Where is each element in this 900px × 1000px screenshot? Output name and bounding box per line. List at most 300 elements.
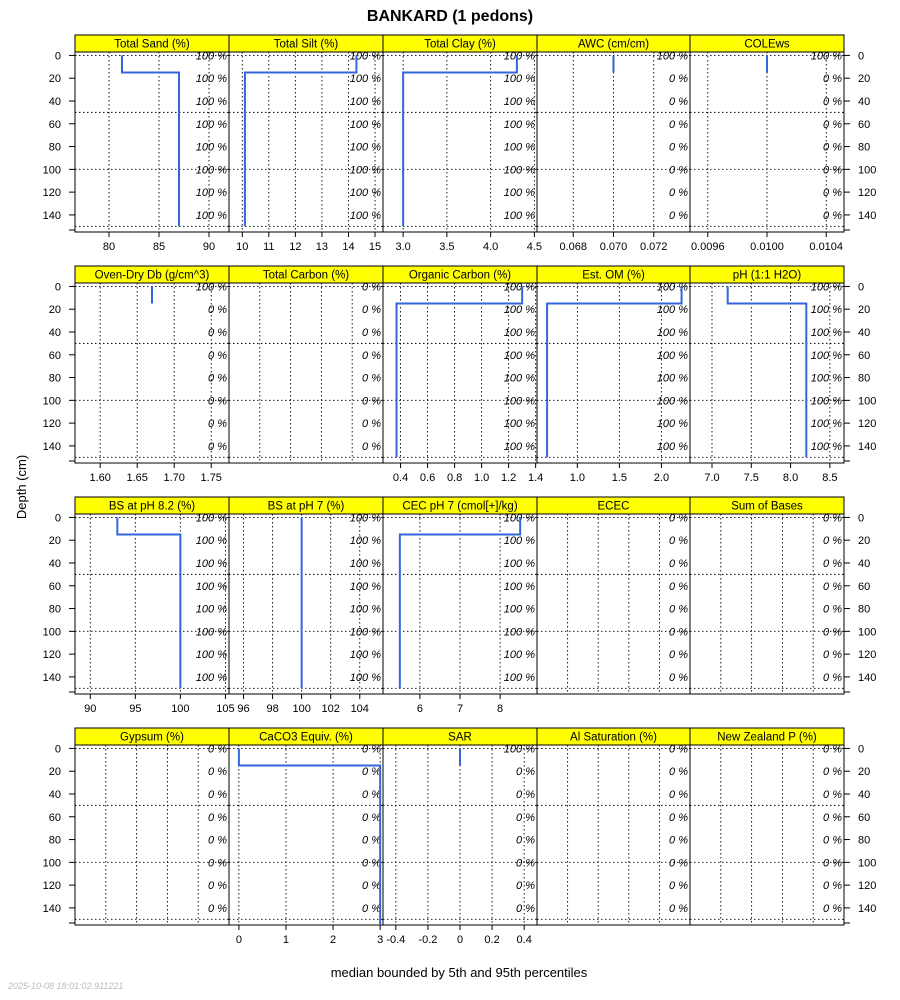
y-tick-label: 120 [858,418,877,431]
y-tick-label: 40 [858,788,871,801]
panel-strip-label: Al Saturation (%) [570,731,657,744]
x-tick-label: 0.4 [516,934,532,946]
x-tick-label: 1.5 [611,472,628,484]
pct-label: 0 % [516,811,535,824]
pct-label: 0 % [669,141,688,154]
x-tick-label: 3 [377,934,384,946]
chart-title: BANKARD (1 pedons) [366,8,534,25]
panel-awc-cm-cm [537,35,690,253]
pct-label: 100 % [810,281,842,294]
pct-label: 100 % [195,557,227,570]
profile-line [239,748,380,925]
x-tick-label: -0.4 [386,934,406,946]
panel-oven-dry-db-g-cm-3 [43,266,229,484]
timestamp: 2025-10-08 18:01:02.911221 [8,981,124,991]
pct-label: 0 % [208,834,227,847]
pct-label: 0 % [362,418,381,431]
pct-label: 100 % [656,418,688,431]
y-tick-label: 60 [858,580,871,593]
panel-frame [75,728,229,925]
x-tick-label: 105 [216,703,235,715]
y-tick-label: 20 [48,304,61,317]
y-tick-label: 100 [42,164,61,177]
x-tick-label: 11 [263,241,275,253]
pct-label: 0 % [823,671,842,684]
y-tick-label: 40 [48,95,61,108]
pct-label: 0 % [362,880,381,893]
pct-label: 100 % [810,440,842,453]
x-tick-label: 1.4 [528,472,544,484]
pct-label: 100 % [810,304,842,317]
pct-label: 100 % [349,535,381,548]
pct-label: 0 % [669,743,688,756]
panel-strip-label: Total Carbon (%) [262,269,350,282]
y-tick-label: 80 [48,603,61,616]
pct-label: 100 % [195,512,227,525]
panel-total-sand [43,35,229,253]
x-tick-label: 6 [416,703,423,715]
pct-label: 100 % [503,743,535,756]
y-tick-label: 100 [858,857,877,870]
pct-label: 0 % [823,766,842,779]
x-tick-label: 3.0 [395,241,411,253]
pct-label: 0 % [516,834,535,847]
y-tick-label: 120 [42,880,61,893]
pct-label: 100 % [503,418,535,431]
pct-label: 0 % [823,580,842,593]
pct-label: 0 % [208,811,227,824]
pct-label: 100 % [503,281,535,294]
x-tick-label: 8.0 [782,472,799,484]
y-tick-label: 80 [858,834,871,847]
panel-strip-label: COLEws [744,38,790,51]
pct-label: 100 % [195,187,227,200]
y-tick-label: 140 [42,440,61,453]
panel-est-om [537,266,690,484]
x-tick-label: 104 [350,703,369,715]
y-tick-label: 0 [858,512,865,525]
panel-strip-label: Oven-Dry Db (g/cm^3) [94,269,210,282]
pct-label: 100 % [195,95,227,108]
pct-label: 100 % [349,626,381,639]
panel-total-carbon [229,266,383,463]
pct-label: 0 % [669,164,688,177]
pct-label: 100 % [195,580,227,593]
x-tick-label: 102 [321,703,340,715]
pct-label: 0 % [362,902,381,915]
pct-label: 100 % [195,603,227,616]
x-tick-label: 1.0 [473,472,490,484]
y-tick-label: 0 [54,50,61,63]
panel-frame [229,728,383,925]
pct-label: 100 % [349,557,381,570]
pct-label: 0 % [669,118,688,131]
y-tick-label: 140 [858,440,877,453]
panel-frame [229,266,383,463]
x-tick-label: 7 [456,703,464,715]
pct-label: 100 % [503,557,535,570]
pct-label: 0 % [362,395,381,408]
panel-frame [537,266,690,463]
y-tick-label: 140 [858,671,877,684]
y-tick-label: 0 [858,50,865,63]
pct-label: 0 % [208,440,227,453]
pct-label: 0 % [669,671,688,684]
panel-bs-at-ph-7 [229,497,383,715]
panel-strip-label: New Zealand P (%) [717,731,817,744]
y-tick-label: 140 [42,209,61,222]
panel-strip-label: ECEC [597,500,630,513]
pct-label: 100 % [503,141,535,154]
pct-label: 100 % [195,141,227,154]
pct-label: 0 % [823,743,842,756]
pct-label: 100 % [810,50,842,63]
y-tick-label: 100 [42,395,61,408]
pct-label: 100 % [503,95,535,108]
pct-label: 0 % [823,902,842,915]
x-tick-label: 4.5 [526,241,543,253]
x-tick-label: 95 [129,703,142,715]
pct-label: 100 % [349,164,381,177]
y-tick-label: 140 [42,671,61,684]
y-tick-label: 60 [858,811,871,824]
x-tick-label: 0.068 [559,241,588,253]
pct-label: 0 % [823,535,842,548]
y-tick-label: 100 [858,626,877,639]
pct-label: 0 % [669,649,688,662]
panel-strip-label: SAR [448,731,472,744]
pct-label: 100 % [195,73,227,86]
profile-line [728,286,807,457]
pct-label: 100 % [349,187,381,200]
pct-label: 100 % [503,671,535,684]
x-tick-label: 0.8 [446,472,463,484]
pct-label: 100 % [503,535,535,548]
pct-label: 0 % [823,603,842,616]
pct-label: 100 % [503,512,535,525]
y-tick-label: 40 [858,326,871,339]
y-tick-label: 80 [858,141,871,154]
pct-label: 100 % [349,73,381,86]
x-tick-label: 1.65 [126,472,148,484]
pct-label: 100 % [195,671,227,684]
pct-label: 0 % [208,304,227,317]
profile-line [122,55,179,226]
y-tick-label: 60 [858,118,871,131]
panel-gypsum [43,728,229,925]
panel-frame [75,497,229,694]
pct-label: 100 % [349,95,381,108]
pct-label: 100 % [195,626,227,639]
pct-label: 100 % [349,649,381,662]
pct-label: 100 % [349,209,381,222]
pct-label: 100 % [810,372,842,385]
x-tick-label: 1.0 [569,472,586,484]
pct-label: 0 % [823,209,842,222]
pct-label: 100 % [656,281,688,294]
pct-label: 0 % [208,395,227,408]
y-tick-label: 120 [858,880,877,893]
pct-label: 0 % [208,372,227,385]
profile-line [117,517,180,688]
pct-label: 0 % [669,95,688,108]
y-tick-label: 60 [858,349,871,362]
pct-label: 0 % [669,626,688,639]
panel-sum-of-bases [690,497,876,694]
y-tick-label: 0 [54,512,61,525]
pct-label: 100 % [503,626,535,639]
x-tick-label: 2.0 [653,472,670,484]
pct-label: 0 % [823,834,842,847]
y-tick-label: 60 [48,811,61,824]
x-tick-label: 100 [292,703,311,715]
panel-frame [690,728,844,925]
pct-label: 0 % [823,95,842,108]
x-tick-label: 10 [236,241,249,253]
y-tick-label: 80 [48,834,61,847]
pct-label: 0 % [362,326,381,339]
pct-label: 0 % [362,372,381,385]
pct-label: 0 % [362,834,381,847]
pct-label: 100 % [195,209,227,222]
pct-label: 0 % [208,743,227,756]
pct-label: 0 % [823,512,842,525]
pct-label: 0 % [669,902,688,915]
x-tick-label: 100 [171,703,190,715]
y-tick-label: 0 [54,743,61,756]
pct-label: 0 % [669,766,688,779]
pct-label: 100 % [503,187,535,200]
pct-label: 0 % [208,902,227,915]
y-tick-label: 100 [858,395,877,408]
y-tick-label: 20 [858,73,871,86]
pct-label: 0 % [823,118,842,131]
pct-label: 0 % [208,880,227,893]
pct-label: 100 % [195,281,227,294]
pct-label: 0 % [669,557,688,570]
panel-total-clay [383,35,542,253]
y-tick-label: 120 [858,187,877,200]
pct-label: 0 % [516,880,535,893]
pct-label: 0 % [823,164,842,177]
pct-label: 100 % [810,326,842,339]
panel-frame [383,266,537,463]
pct-label: 100 % [656,50,688,63]
pct-label: 100 % [195,649,227,662]
x-tick-label: 0.4 [392,472,409,484]
pct-label: 0 % [823,649,842,662]
panel-strip-label: Gypsum (%) [120,731,184,744]
y-tick-label: 140 [42,902,61,915]
pct-label: 0 % [823,73,842,86]
panel-strip-label: Total Clay (%) [424,38,496,51]
pct-label: 0 % [516,857,535,870]
x-tick-label: 80 [102,241,116,253]
panel-cec-ph-7-cmol-kg [383,497,537,715]
y-tick-label: 20 [48,73,61,86]
panel-frame [690,266,844,463]
pct-label: 100 % [810,395,842,408]
x-tick-label: 0 [235,934,242,946]
y-tick-label: 0 [858,743,865,756]
x-tick-label: -0.2 [418,934,438,946]
x-tick-label: 90 [202,241,216,253]
pct-label: 100 % [349,512,381,525]
pct-label: 100 % [349,671,381,684]
pct-label: 100 % [810,349,842,362]
pct-label: 100 % [656,304,688,317]
pct-label: 0 % [823,626,842,639]
x-tick-label: 1.75 [200,472,222,484]
pct-label: 100 % [503,440,535,453]
x-tick-label: 8 [497,703,504,715]
y-tick-label: 120 [42,649,61,662]
pct-label: 0 % [516,788,535,801]
pct-label: 100 % [656,372,688,385]
x-tick-label: 14 [342,241,355,253]
panel-strip-label: Total Sand (%) [114,38,190,51]
x-tick-label: 0.070 [599,241,628,253]
panel-strip-label: Sum of Bases [731,500,803,513]
pct-label: 0 % [823,880,842,893]
y-tick-label: 100 [42,626,61,639]
pct-label: 0 % [823,557,842,570]
pct-label: 100 % [503,603,535,616]
y-tick-label: 0 [858,281,865,294]
y-tick-label: 80 [48,141,61,154]
pct-label: 100 % [656,326,688,339]
y-tick-label: 120 [42,418,61,431]
panel-strip-label: AWC (cm/cm) [577,38,650,51]
pct-label: 100 % [349,603,381,616]
x-tick-label: 4.0 [482,241,499,253]
pct-label: 100 % [503,649,535,662]
pct-label: 0 % [516,766,535,779]
y-tick-label: 80 [858,372,871,385]
pct-label: 100 % [503,50,535,63]
pct-label: 0 % [208,857,227,870]
pct-label: 0 % [362,788,381,801]
pct-label: 100 % [810,418,842,431]
pct-label: 100 % [503,395,535,408]
x-tick-label: 8.5 [822,472,838,484]
pct-label: 0 % [669,788,688,801]
pct-label: 0 % [362,349,381,362]
profile-line [245,55,357,226]
pct-label: 100 % [195,164,227,177]
pct-label: 100 % [195,50,227,63]
y-axis-label: Depth (cm) [14,454,29,520]
panel-ph-1-1-h2o [690,266,876,484]
pct-label: 0 % [516,902,535,915]
panel-sar [383,728,537,946]
y-tick-label: 80 [48,372,61,385]
pct-label: 0 % [208,326,227,339]
pct-label: 0 % [669,512,688,525]
x-tick-label: 0.0096 [690,241,725,253]
pct-label: 0 % [362,304,381,317]
x-tick-label: 0.2 [484,934,500,946]
pct-label: 0 % [669,73,688,86]
pct-label: 0 % [362,766,381,779]
y-tick-label: 140 [858,902,877,915]
panel-new-zealand-p [690,728,876,925]
y-tick-label: 120 [42,187,61,200]
panel-organic-carbon [383,266,543,484]
pct-label: 100 % [656,349,688,362]
pct-label: 100 % [503,304,535,317]
pct-label: 0 % [208,766,227,779]
panel-total-silt [229,35,383,253]
x-tick-label: 85 [152,241,166,253]
y-tick-label: 100 [858,164,877,177]
panel-strip-label: CEC pH 7 (cmol[+]/kg) [402,500,518,513]
pct-label: 0 % [362,743,381,756]
pct-label: 0 % [362,811,381,824]
pct-label: 0 % [669,535,688,548]
y-tick-label: 0 [54,281,61,294]
pct-label: 100 % [195,535,227,548]
pct-label: 100 % [349,141,381,154]
y-tick-label: 60 [48,118,61,131]
y-tick-label: 120 [858,649,877,662]
panel-strip-label: pH (1:1 H2O) [732,269,802,282]
y-tick-label: 40 [48,557,61,570]
panel-bs-at-ph-8-2 [43,497,235,715]
x-tick-label: 0.072 [639,241,668,253]
y-tick-label: 40 [858,95,871,108]
y-tick-label: 100 [42,857,61,870]
x-tick-label: 2 [330,934,337,946]
pct-label: 100 % [503,372,535,385]
y-tick-label: 60 [48,580,61,593]
x-tick-label: 7.0 [704,472,720,484]
x-tick-label: 12 [289,241,302,253]
panel-frame [75,35,229,232]
x-tick-label: 7.5 [743,472,759,484]
pct-label: 100 % [656,395,688,408]
pct-label: 0 % [669,811,688,824]
pct-label: 0 % [823,788,842,801]
panel-colews [690,35,876,253]
pct-label: 0 % [208,788,227,801]
panel-grid [43,35,877,946]
pct-label: 0 % [823,811,842,824]
x-axis-label: median bounded by 5th and 95th percentiles [330,965,588,980]
pct-label: 100 % [503,209,535,222]
pct-label: 0 % [208,349,227,362]
panel-ecec [537,497,690,694]
y-tick-label: 140 [858,209,877,222]
x-tick-label: 0.6 [419,472,436,484]
pct-label: 0 % [669,187,688,200]
pct-label: 100 % [503,326,535,339]
y-tick-label: 20 [48,535,61,548]
pct-label: 100 % [503,73,535,86]
panel-frame [383,35,537,232]
profile-line [403,55,517,226]
pct-label: 100 % [503,580,535,593]
x-tick-label: 1.2 [500,472,517,484]
y-tick-label: 40 [48,326,61,339]
pct-label: 0 % [669,580,688,593]
pct-label: 0 % [669,209,688,222]
pct-label: 0 % [669,880,688,893]
pct-label: 0 % [669,603,688,616]
pct-label: 0 % [669,834,688,847]
pct-label: 0 % [362,440,381,453]
pct-label: 100 % [349,580,381,593]
